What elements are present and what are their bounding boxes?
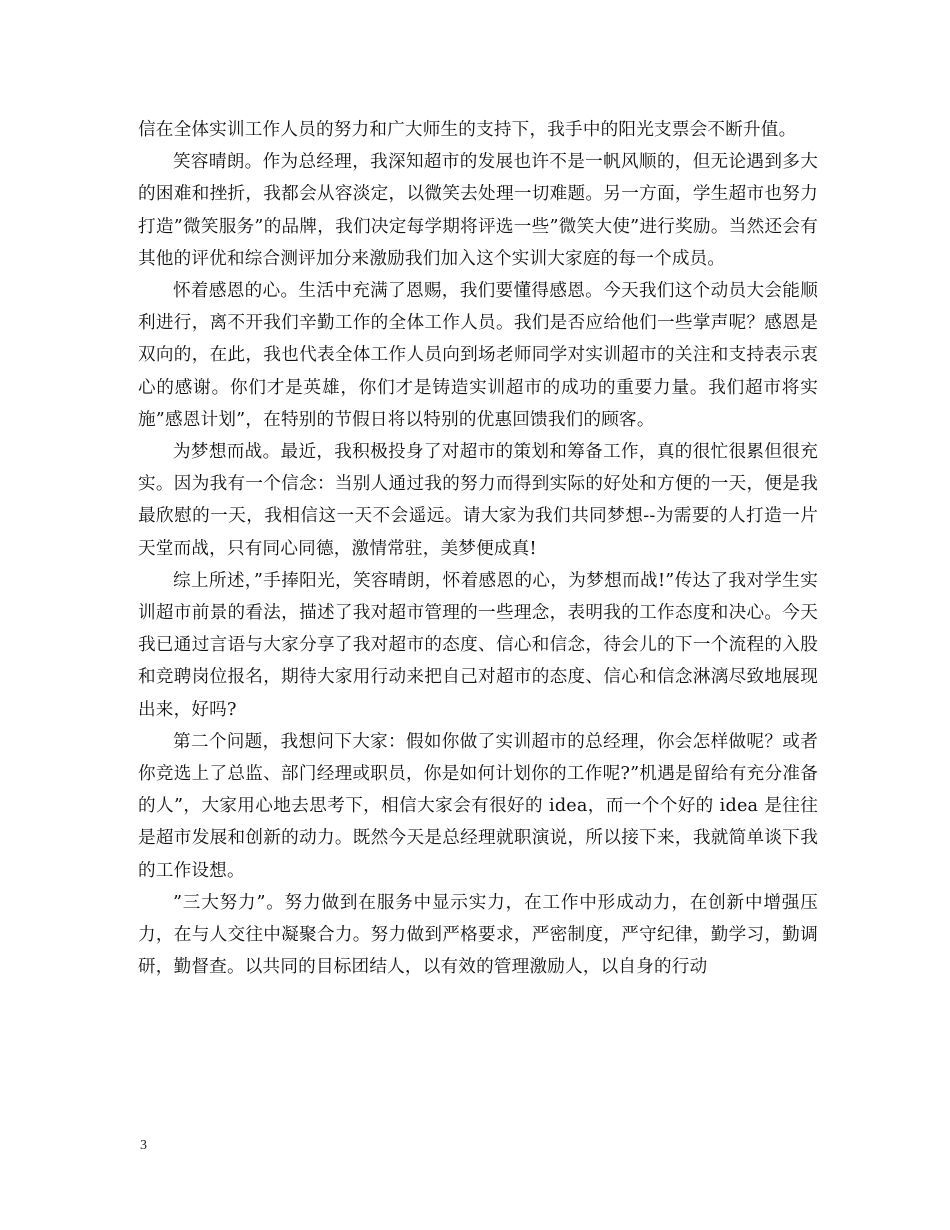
paragraph-dream: 为梦想而战。最近，我积极投身了对超市的策划和筹备工作，真的很忙很累但很充实。因为我有一个信念：当别人通过我的努力而得到实际的好处和方便的一天，便是我最欣慰的一天，我相信这一天不会遥远。请大家为我们共同梦想--为需要的人打造一片天堂而战，只有同心同德，激情常驻，美梦便成真! [138,442,818,559]
paragraph-smile: 笑容晴朗。作为总经理，我深知超市的发展也许不是一帆风顺的，但无论遇到多大的困难和挫折，我都会从容淡定，以微笑去处理一切难题。另一方面，学生超市也努力打造”微笑服务”的品牌，我们决定每学期将评选一些”微笑大使”进行奖励。当然还会有其他的评优和综合测评加分来激励我们加入这个实训大家庭的每一个成员。 [138,152,818,269]
paragraph-second-question: 第二个问题，我想问下大家：假如你做了实训超市的总经理，你会怎样做呢？或者你竞选上了总监、部门经理或职员，你是如何计划你的工作呢?”机遇是留给有充分准备的人”，大家用心地去思考下，相信大家会有很好的 idea，而一个个好的 idea 是往往是超市发展和创新的动力。既然今天是总经理就职演说，所以接下来，我就简单谈下我的工作设想。 [138,731,818,881]
paragraph-summary: 综上所述，”手捧阳光，笑容晴朗，怀着感恩的心，为梦想而战!”传达了我对学生实训超市前景的看法，描述了我对超市管理的一些理念，表明我的工作态度和决心。今天我已通过言语与大家分享了我对超市的态度、信心和信念，待会儿的下一个流程的入股和竞聘岗位报名，期待大家用行动来把自己对超市的态度、信心和信念淋漓尽致地展现出来，好吗? [138,570,818,720]
paragraph-gratitude: 怀着感恩的心。生活中充满了恩赐，我们要懂得感恩。今天我们这个动员大会能顺利进行，离不开我们辛勤工作的全体工作人员。我们是否应给他们一些掌声呢？感恩是双向的，在此，我也代表全体工作人员向到场老师同学对实训超市的关注和支持表示衷心的感谢。你们才是英雄，你们才是铸造实训超市的成功的重要力量。我们超市将实施”感恩计划”，在特别的节假日将以特别的优惠回馈我们的顾客。 [138,281,818,430]
paragraph-three-efforts: ”三大努力”。努力做到在服务中显示实力，在工作中形成动力，在创新中增强压力，在与人交往中凝聚合力。努力做到严格要求，严密制度，严守纪律，勤学习，勤调研，勤督查。以共同的目标团结人，以有效的管理激励人，以自身的行动 [138,892,818,978]
page-number: 3 [140,1138,147,1153]
paragraph-continuation: 信在全体实训工作人员的努力和广大师生的支持下，我手中的阳光支票会不断升值。 [138,120,797,140]
document-body [138,114,818,983]
